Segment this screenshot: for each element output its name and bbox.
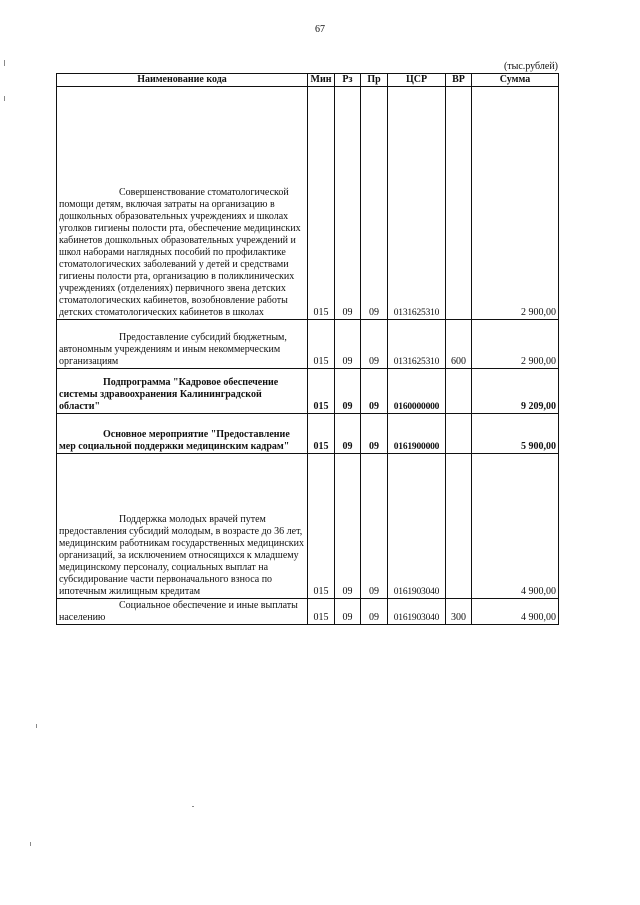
table-row	[57, 87, 559, 320]
row-csr: 0131625310	[388, 320, 446, 369]
row-min: 015	[308, 414, 335, 454]
row-rz: 09	[335, 87, 361, 320]
row-name: Поддержка молодых врачей путем предоставления субсидий молодым, в возрасте до 36 лет, медицинским работникам государственных медицинских организаций, за исключением относящихся к младшему медицинскому персоналу, социальных выплат на субсидирование части первоначального взноса по ипотечным жилищным кредитам	[57, 454, 308, 599]
row-sum: 9 209,00	[472, 369, 559, 414]
row-name: Совершенствование стоматологической помощи детям, включая затраты на организацию в дошкольных образовательных учреждениях и школах уголков гигиены полости рта, обеспечение медицинских кабинетов дошкольных образовательных учреждений и школ наборами наглядных пособий по профилактике стоматологических заболеваний у детей и средствами гигиены полости рта, организацию в поликлинических учреждениях (отделениях) первичного звена детских стоматологических кабинетов, возобновление работы детских стоматологических кабинетов в школах	[57, 87, 308, 320]
row-rz: 09	[335, 599, 361, 625]
row-min: 015	[308, 320, 335, 369]
row-min: 015	[308, 454, 335, 599]
row-rz: 09	[335, 414, 361, 454]
units-label: (тыс.рублей)	[503, 61, 558, 72]
header-csr: ЦСР	[388, 74, 446, 87]
header-rz: Рз	[335, 74, 361, 87]
scan-mark	[36, 724, 37, 728]
row-pr: 09	[361, 454, 388, 599]
row-sum: 2 900,00	[472, 87, 559, 320]
row-vr	[446, 87, 472, 320]
row-pr: 09	[361, 87, 388, 320]
header-vr: ВР	[446, 74, 472, 87]
row-sum: 2 900,00	[472, 320, 559, 369]
row-min: 015	[308, 369, 335, 414]
table-header-row	[57, 74, 559, 87]
row-min: 015	[308, 87, 335, 320]
row-csr: 0131625310	[388, 87, 446, 320]
row-sum: 5 900,00	[472, 414, 559, 454]
row-vr: 300	[446, 599, 472, 625]
row-min: 015	[308, 599, 335, 625]
row-rz: 09	[335, 369, 361, 414]
row-pr: 09	[361, 414, 388, 454]
row-vr	[446, 454, 472, 599]
row-pr: 09	[361, 320, 388, 369]
row-vr: 600	[446, 320, 472, 369]
budget-table	[56, 73, 559, 625]
scan-mark	[192, 806, 194, 807]
table-row	[57, 369, 559, 414]
row-name: Подпрограмма "Кадровое обеспечение системы здравоохранения Калининградской области"	[57, 369, 308, 414]
row-name: Социальное обеспечение и иные выплаты населению	[57, 599, 308, 625]
row-rz: 09	[335, 320, 361, 369]
row-csr: 0160000000	[388, 369, 446, 414]
table-row	[57, 454, 559, 599]
row-pr: 09	[361, 369, 388, 414]
row-csr: 0161900000	[388, 414, 446, 454]
row-vr	[446, 369, 472, 414]
row-csr: 0161903040	[388, 599, 446, 625]
row-name: Предоставление субсидий бюджетным, автономным учреждениям и иным некоммерческим организациям	[57, 320, 308, 369]
row-vr	[446, 414, 472, 454]
header-sum: Сумма	[472, 74, 559, 87]
scan-mark	[4, 96, 5, 101]
row-pr: 09	[361, 599, 388, 625]
row-sum: 4 900,00	[472, 599, 559, 625]
row-csr: 0161903040	[388, 454, 446, 599]
header-pr: Пр	[361, 74, 388, 87]
header-min: Мин	[308, 74, 335, 87]
page-number: 67	[315, 24, 325, 35]
header-name: Наименование кода	[57, 74, 308, 87]
scan-mark	[30, 842, 31, 846]
table-row	[57, 414, 559, 454]
table-row	[57, 320, 559, 369]
row-name: Основное мероприятие "Предоставление мер социальной поддержки медицинским кадрам"	[57, 414, 308, 454]
row-sum: 4 900,00	[472, 454, 559, 599]
row-rz: 09	[335, 454, 361, 599]
scan-mark	[4, 60, 5, 66]
table-row	[57, 599, 559, 625]
